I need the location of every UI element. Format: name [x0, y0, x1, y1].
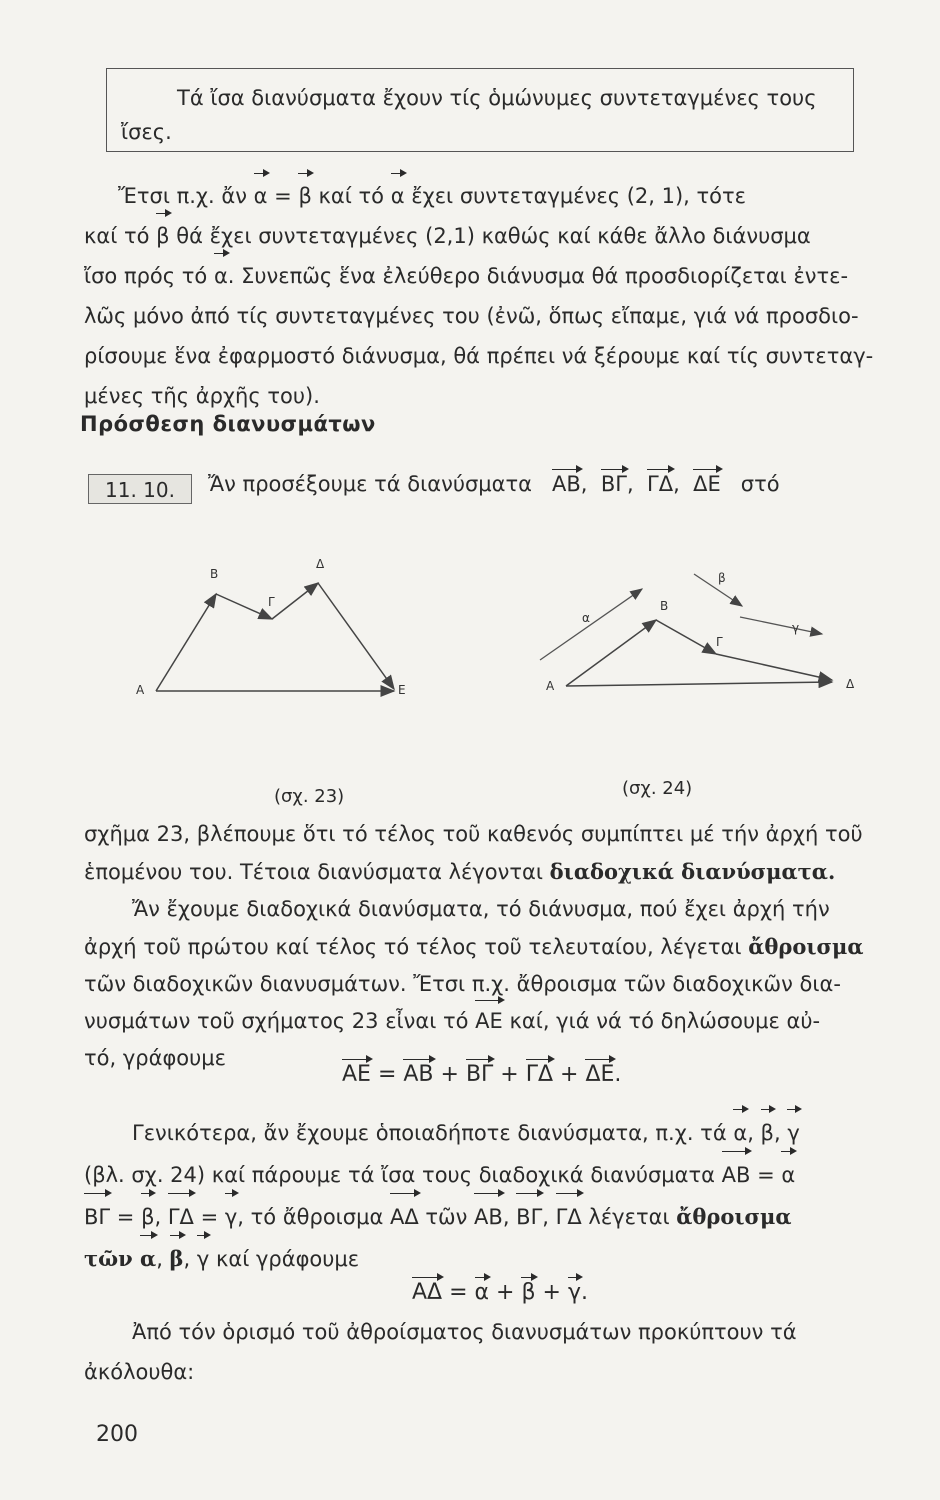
- paragraph-4: [84, 1312, 914, 1392]
- p2-line-2: [84, 853, 914, 891]
- page-number: 200: [96, 1422, 138, 1447]
- text: τῶν: [418, 1205, 475, 1229]
- theorem-line-2: ἴσες.: [121, 120, 172, 144]
- paragraph-3: [84, 1112, 914, 1280]
- text: καί, γιά νά τό δηλώσουμε αὐ-: [502, 1009, 821, 1033]
- period: .: [614, 1062, 622, 1087]
- vector-beta: β: [156, 216, 169, 256]
- vector-line-DE: [318, 583, 394, 689]
- vector-beta: β: [298, 176, 311, 216]
- text: ἴσο πρός τό: [84, 264, 214, 288]
- vector-BG: ΒΓ: [465, 1062, 494, 1087]
- equals-sign: =: [370, 1062, 404, 1087]
- section-heading: Πρόσθεση διανυσμάτων: [80, 412, 376, 436]
- vector-BG: ΒΓ: [516, 1196, 542, 1238]
- p1-line-5: ρίσουμε ἕνα ἐφαρμοστό διάνυσμα, θά πρέπει νά ξέρουμε καί τίς συντεταγ-: [84, 344, 874, 368]
- text: ἔχει συντεταγμένες (2, 1), τότε: [404, 184, 747, 208]
- vector-GD: ΓΔ: [556, 1196, 582, 1238]
- comma: ,: [542, 1205, 556, 1229]
- vector-alpha: α: [391, 176, 405, 216]
- text: λέγεται: [581, 1205, 677, 1229]
- label-B: Β: [210, 567, 219, 581]
- p2-line-4: [84, 928, 914, 966]
- label-alpha: α: [582, 611, 590, 625]
- vector-alpha: α: [214, 256, 228, 296]
- label-A: Α: [136, 683, 145, 697]
- paragraph-2: [84, 816, 914, 1077]
- equation-1: [342, 1062, 621, 1087]
- equals-sign: =: [442, 1280, 475, 1305]
- plus-sign: +: [489, 1280, 522, 1305]
- equals-sign: =: [267, 184, 299, 208]
- p2-line-7: τό, γράφουμε: [84, 1046, 227, 1070]
- label-B: Β: [660, 599, 669, 613]
- plus-sign: +: [493, 1062, 526, 1087]
- label-D: Δ: [316, 557, 325, 571]
- vector-DE: ΔΕ: [693, 472, 721, 496]
- p1-line-1: [84, 176, 914, 216]
- section-intro-line: [208, 472, 780, 496]
- vector-BG: ΒΓ: [600, 472, 627, 496]
- comma: ,: [502, 1205, 517, 1229]
- label-G: Γ: [716, 635, 723, 649]
- term-sum: ἄθροισμα: [748, 934, 864, 959]
- plus-sign: +: [553, 1062, 586, 1087]
- vector-AD: ΑΔ: [412, 1280, 443, 1305]
- p3-line-4: [84, 1238, 914, 1280]
- p2-line-3: Ἄν ἔχουμε διαδοχικά διανύσματα, τό διάνυσμα, πού ἔχει ἀρχή τήν: [132, 897, 830, 921]
- vector-beta: β: [761, 1112, 774, 1154]
- comma: ,: [154, 1205, 168, 1229]
- p1-line-3: [84, 256, 914, 296]
- vector-GD: ΓΔ: [647, 472, 674, 496]
- vector-alpha: α: [474, 1280, 490, 1305]
- term-successive-vectors: διαδοχικά διανύσματα.: [549, 859, 836, 884]
- vector-GD: ΓΔ: [525, 1062, 554, 1087]
- label-D: Δ: [846, 677, 855, 691]
- text: Ἄν προσέξουμε τά διανύσματα: [208, 472, 532, 496]
- comma: ,: [626, 472, 634, 496]
- caption-fig23: (σχ. 23): [274, 786, 345, 807]
- vector-beta: β: [141, 1196, 154, 1238]
- vector-BG: ΒΓ: [84, 1196, 110, 1238]
- text: Γενικότερα, ἄν ἔχουμε ὁποιαδήποτε διανύσματα, π.χ. τά: [132, 1121, 734, 1145]
- label-gamma: γ: [792, 621, 800, 635]
- vector-line-GD: [272, 583, 318, 619]
- text: καί τό: [84, 224, 157, 248]
- equals-sign: =: [193, 1205, 225, 1229]
- equals-sign: =: [750, 1163, 782, 1187]
- equals-sign: =: [110, 1205, 142, 1229]
- vector-alpha: α: [733, 1112, 747, 1154]
- plus-sign: +: [433, 1062, 466, 1087]
- text: ἑπομένου του. Τέτοια διανύσματα λέγονται: [84, 860, 550, 884]
- p1-line-2: [84, 216, 914, 256]
- text: τῶν: [84, 1246, 141, 1271]
- vector-line-alpha: [540, 589, 642, 660]
- vector-line-BG: [216, 594, 272, 619]
- vector-AD: ΑΔ: [390, 1196, 419, 1238]
- vector-AB: ΑΒ: [552, 472, 581, 496]
- comma: ,: [773, 1121, 788, 1145]
- comma: ,: [580, 472, 588, 496]
- text: καί τό: [311, 184, 391, 208]
- section-number: 11. 10.: [88, 474, 192, 504]
- p1-line-6: μένες τῆς ἀρχῆς του).: [84, 384, 320, 408]
- comma: ,: [747, 1121, 761, 1145]
- vector-AE: ΑΕ: [342, 1062, 371, 1087]
- p2-line-6: [84, 1003, 914, 1040]
- label-E: Ε: [398, 683, 406, 697]
- label-G: Γ: [268, 595, 275, 609]
- vector-gamma: γ: [225, 1196, 237, 1238]
- vector-gamma: γ: [567, 1280, 581, 1305]
- theorem-box: [106, 68, 854, 152]
- p4-line-2: ἀκόλουθα:: [84, 1360, 195, 1384]
- p4-line-1: Ἀπό τόν ὁρισμό τοῦ ἀθροίσματος διανυσμάτων προκύπτουν τά: [132, 1320, 797, 1344]
- vector-line-AD: [566, 682, 832, 686]
- vector-alpha: α: [140, 1238, 156, 1280]
- label-A: Α: [546, 679, 555, 693]
- text: θά ἔχει συντεταγμένες (2,1) καθώς καί κάθε ἄλλο διάνυσμα: [169, 224, 811, 248]
- vector-line-gamma: [740, 617, 822, 634]
- label-beta: β: [718, 571, 726, 585]
- text: νυσμάτων τοῦ σχήματος 23 εἶναι τό: [84, 1009, 476, 1033]
- p1-line-4: λῶς μόνο ἀπό τίς συντεταγμένες του (ἐνῶ, ὅπως εἴπαμε, γιά νά προσδιο-: [84, 304, 859, 328]
- vector-AB: ΑΒ: [722, 1154, 751, 1196]
- vector-alpha: α: [781, 1154, 795, 1196]
- p2-line-5: τῶν διαδοχικῶν διανυσμάτων. Ἔτσι π.χ. ἄθροισμα τῶν διαδοχικῶν δια-: [84, 972, 841, 996]
- caption-fig24: (σχ. 24): [622, 778, 693, 799]
- figure-23: [120, 550, 420, 710]
- vector-DE: ΔΕ: [585, 1062, 615, 1087]
- comma: ,: [673, 472, 680, 496]
- term-sum: ἄθροισμα: [676, 1204, 792, 1229]
- vector-AB: ΑΒ: [403, 1062, 434, 1087]
- text: στό: [740, 472, 780, 496]
- text: ἀρχή τοῦ πρώτου καί τέλος τό τέλος τοῦ τελευταίου, λέγεται: [84, 935, 749, 959]
- text: (βλ. σχ. 24) καί πάρουμε τά ἴσα τους διαδοχικά διανύσματα: [84, 1163, 722, 1187]
- equation-2: [412, 1280, 588, 1305]
- text: καί γράφουμε: [209, 1247, 360, 1271]
- vector-line-AB: [566, 620, 656, 686]
- vector-GD: ΓΔ: [168, 1196, 194, 1238]
- text: Ἔτσι π.χ. ἄν: [118, 184, 254, 208]
- vector-beta: β: [170, 1238, 184, 1280]
- vector-line-AB: [156, 594, 216, 691]
- comma: ,: [156, 1247, 170, 1271]
- text: . Συνεπῶς ἕνα ἐλεύθερο διάνυσμα θά προσδιορίζεται ἐντε-: [227, 264, 849, 288]
- vector-line-GD: [716, 654, 832, 680]
- p2-line-1: σχῆμα 23, βλέπουμε ὅτι τό τέλος τοῦ καθενός συμπίπτει μέ τήν ἀρχή τοῦ: [84, 822, 863, 846]
- vector-gamma: γ: [197, 1238, 209, 1280]
- theorem-line-1: Τά ἴσα διανύσματα ἔχουν τίς ὁμώνυμες συντεταγμένες τους: [177, 86, 817, 110]
- plus-sign: +: [535, 1280, 568, 1305]
- vector-AB: ΑΒ: [474, 1196, 503, 1238]
- period: .: [580, 1280, 588, 1305]
- vector-gamma: γ: [787, 1112, 799, 1154]
- comma: ,: [183, 1247, 197, 1271]
- vector-beta: β: [521, 1280, 536, 1305]
- vector-AE: ΑΕ: [475, 1003, 503, 1040]
- text: , τό ἄθροισμα: [237, 1205, 390, 1229]
- paragraph-1: [84, 176, 914, 416]
- vector-line-BG: [656, 620, 716, 654]
- vector-alpha: α: [254, 176, 268, 216]
- figure-24: [520, 550, 880, 710]
